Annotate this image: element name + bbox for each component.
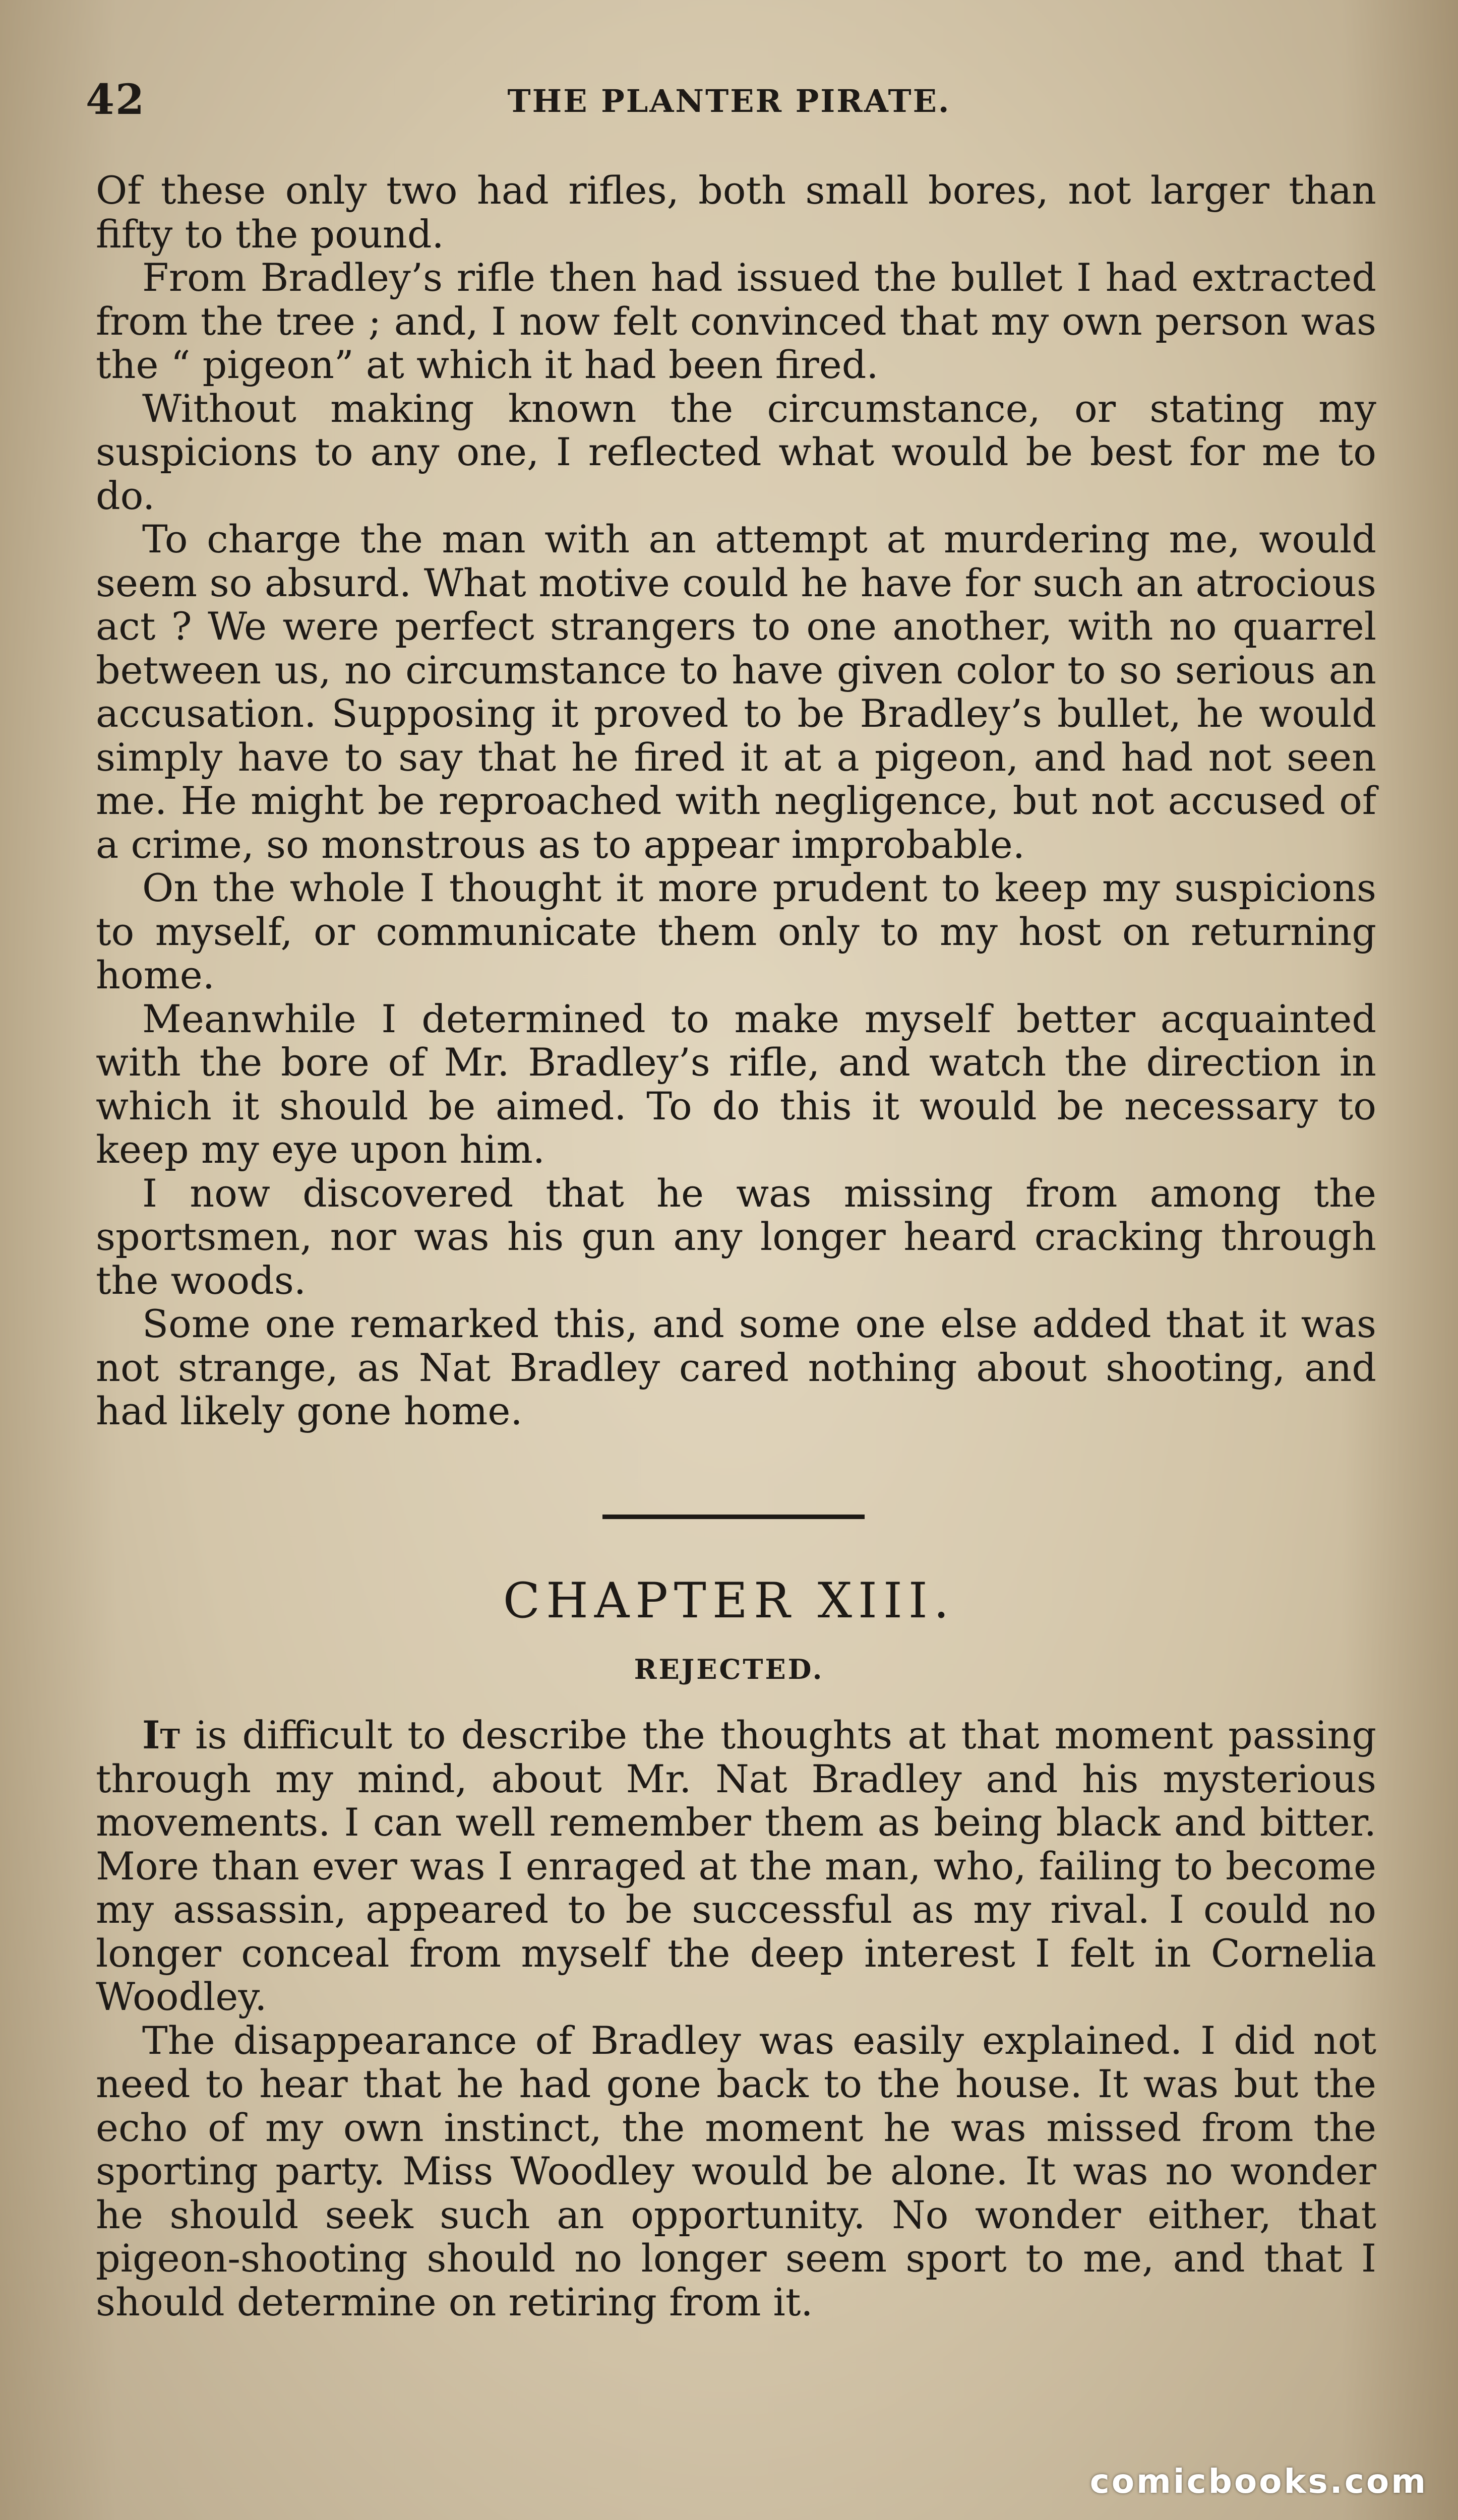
running-title: THE PLANTER PIRATE. [507, 83, 951, 119]
paragraph: To charge the man with an attempt at murdering me, would seem so absurd. What motive could he have for such an atrocious act ? We were perfect strangers to one another, with no quarrel between us, no circumstance to have given color to so serious an accusation. Supposing it proved to be Bradley’s bullet, he would simply have to say that he fired it at a pigeon, and had not seen me. He might be reproached with negligence, but not accused of a crime, so monstrous as to appear improbable. [96, 517, 1376, 867]
paragraph: From Bradley’s rifle then had issued the bullet I had extracted from the tree ; and, I now felt convinced that my own person was the “ pigeon” at which it had been fired. [96, 255, 1376, 387]
chapter-xii-ending [96, 169, 1376, 1433]
paragraph: Without making known the circumstance, or stating my suspicions to any one, I reflected what would be best for me to do. [96, 386, 1376, 518]
section-divider [602, 1515, 865, 1519]
paragraph: I now discovered that he was missing from among the sportsmen, nor was his gun any longer heard cracking through the woods. [96, 1170, 1376, 1303]
chapter-subtitle: REJECTED. [634, 1653, 824, 1685]
paragraph: On the whole I thought it more prudent to keep my suspicions to myself, or communicate them only to my host on returning home. [96, 865, 1376, 997]
paragraph [96, 1714, 1376, 2019]
paragraph: Some one remarked this, and some one else added that it was not strange, as Nat Bradley cared nothing about shooting, and had likely gone home. [96, 1301, 1376, 1433]
paragraph: The disappearance of Bradley was easily explained. I did not need to hear that he had gone back to the house. It was but the echo of my own instinct, the moment he was missed from the sporting party. Miss Woodley would be alone. It was no wonder he should seek such an opportunity. No wonder either, that pigeon-shooting should no longer seem sport to me, and that I should determine on retiring from it. [96, 2018, 1376, 2324]
paragraph-text: is difficult to describe the thoughts at that moment passing through my mind, about Mr. Nat Bradley and his mysterious movements. I can well remember them as being black and bitter. More than ever was I enraged at the man, who, failing to become my assassin, appeared to be successful as my rival. I could no longer conceal from myself the deep interest I felt in Cornelia Woodley. [96, 1713, 1376, 2019]
page-number: 42 [86, 76, 146, 124]
chapter-opening-word: It [142, 1713, 180, 1757]
watermark: comicbooks.com [1089, 2462, 1428, 2501]
chapter-title: CHAPTER XIII. [503, 1572, 955, 1629]
paragraph: Meanwhile I determined to make myself better acquainted with the bore of Mr. Bradley’s rifle, and watch the direction in which it should be aimed. To do this it would be necessary to keep my eye upon him. [96, 996, 1376, 1172]
chapter-xiii-text [96, 1714, 1376, 2324]
paragraph: Of these only two had rifles, both small bores, not larger than fifty to the pound. [96, 168, 1376, 257]
page-header [86, 76, 1372, 131]
